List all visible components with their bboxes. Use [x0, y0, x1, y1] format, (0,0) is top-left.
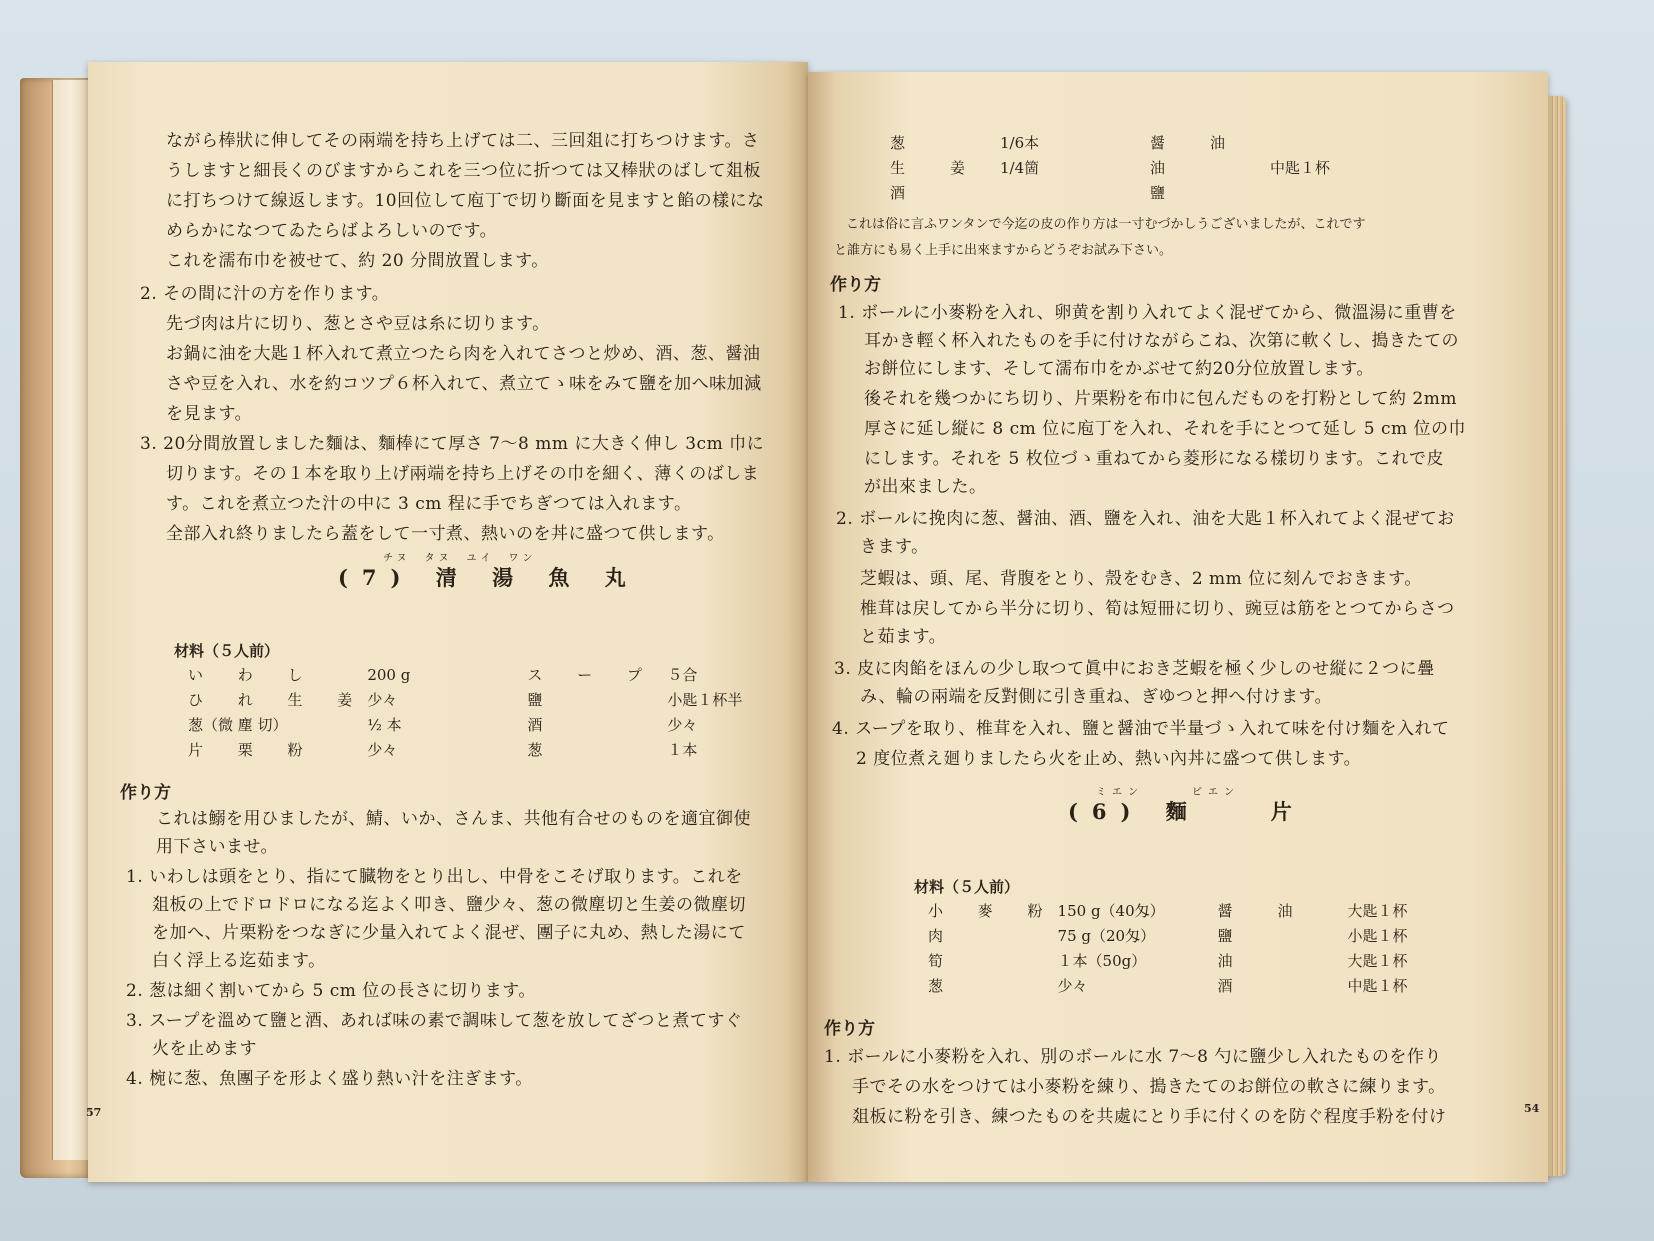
text-line: 2. その間に汁の方を作ります。 [140, 284, 390, 304]
material-qty: 少々 [367, 691, 398, 709]
text-line: 椎茸は戻してから半分に切り、筍は短冊に切り、豌豆は筋をとつてからさつ [860, 599, 1455, 619]
text-line: 爼板の上でドロドロになる迄よく叩き、鹽少々、葱の微塵切と生姜の微塵切 [152, 895, 746, 915]
material-name: 醤 油 [1217, 902, 1293, 920]
intro-line: と誰方にも易く上手に出來ますからどうぞお試み下さい。 [834, 243, 1173, 258]
text-line: 4. スープを取り、椎茸を入れ、鹽と醤油で半量づゝ入れて味を付け麵を入れて [832, 719, 1450, 739]
text-line: 火を止めます [152, 1039, 257, 1059]
material-name: 鹽 [1150, 184, 1166, 202]
text-line: を加へ、片栗粉をつなぎに少量入れてよく混ぜ、團子に丸め、熱した湯にて [152, 923, 746, 943]
right-page [808, 72, 1548, 1182]
text-line: これを濡布巾を被せて、約 20 分間放置します。 [166, 251, 549, 271]
method-label: 作り方 [120, 783, 171, 803]
table-row [188, 687, 742, 712]
method-label: 作り方 [830, 275, 881, 295]
text-line: 全部入れ終りましたら蓋をして一寸煮、熱いのを丼に盛つて供します。 [166, 524, 725, 544]
material-qty: 中匙１杯 [1347, 977, 1408, 995]
text-line: 1. ボールに小麥粉を入れ、別のボールに水 7～8 勺に鹽少し入れたものを作り [824, 1047, 1442, 1067]
material-qty: ½ 本 [367, 716, 402, 734]
text-line: が出來ました。 [864, 477, 987, 497]
material-name: 葱 [890, 134, 906, 152]
material-name: 片 栗 粉 [188, 741, 318, 759]
material-qty: 75 g（20匁） [1057, 927, 1156, 945]
table-row [928, 948, 1408, 973]
material-qty: 少々 [667, 716, 698, 734]
table-row [928, 898, 1408, 923]
material-name: 酒 [1217, 977, 1233, 995]
book-spine-strip [52, 80, 89, 1160]
material-qty: １本（50g） [1057, 952, 1147, 970]
material-name: 油 [1217, 952, 1233, 970]
text-line: お鍋に油を大匙１杯入れて煮立つたら肉を入れてさつと炒め、酒、葱、醤油 [166, 344, 761, 364]
material-name: 酒 [527, 716, 543, 734]
text-line: さや豆を入れ、水を約コツプ６杯入れて、煮立てゝ味をみて鹽を加へ味加減 [166, 374, 762, 394]
material-name: 葱 [527, 741, 543, 759]
material-qty: 150 g（40匁） [1057, 902, 1165, 920]
text-line: 2. 葱は細く割いてから 5 cm 位の長さに切ります。 [126, 981, 536, 1001]
material-qty: 少々 [367, 741, 398, 759]
material-qty: 小匙１杯 [1347, 927, 1408, 945]
material-name: 肉 [928, 927, 944, 945]
material-qty [1000, 180, 1150, 205]
materials-table [188, 662, 742, 762]
table-row [928, 973, 1408, 998]
text-line: に打ちつけて線返します。10回位して庖丁で切り斷面を見ますと餡の樣にな [166, 191, 765, 211]
text-line: 2. ボールに挽肉に葱、醤油、酒、鹽を入れ、油を大匙１杯入れてよく混ぜてお [836, 509, 1455, 529]
text-line: 後それを幾つかにち切り、片栗粉を布巾に包んだものを打粉として約 2mm [864, 389, 1457, 409]
material-name: 葱 [928, 977, 944, 995]
table-row [188, 662, 742, 687]
text-line: 1. ボールに小麥粉を入れ、卵黄を割り入れてよく混ぜてから、微溫湯に重曹を [838, 303, 1457, 323]
text-line: 1. いわしは頭をとり、指にて臓物をとり出し、中骨をこそげ取ります。これを [126, 867, 743, 887]
text-line: す。これを煮立つた汁の中に 3 cm 程に手でちぎつては入れます。 [166, 494, 692, 514]
material-qty: 200 g [367, 665, 411, 684]
text-line: 用下さいませ。 [156, 837, 278, 857]
material-qty: 大匙１杯 [1347, 952, 1408, 970]
material-qty: 大匙１杯 [1347, 902, 1408, 920]
text-line: きます。 [860, 537, 929, 557]
top-materials-table [890, 130, 1330, 205]
table-row [188, 737, 742, 762]
material-name: 鹽 [527, 691, 543, 709]
materials-label: 材料（５人前） [914, 878, 1020, 896]
recipe-reading: ミエン ピエン [1096, 787, 1240, 798]
material-qty: 1/4箇 [1000, 159, 1040, 177]
material-qty: 1/6本 [1000, 134, 1040, 152]
material-name: 葱（微 塵 切） [188, 716, 288, 734]
text-line: めらかになつてゐたらばよろしいのです。 [166, 221, 498, 241]
text-line: 切ります。その１本を取り上げ兩端を持ち上げその巾を細く、薄くのばしま [166, 464, 760, 484]
material-qty: 少々 [1057, 977, 1088, 995]
text-line: を見ます。 [166, 404, 253, 424]
text-line: 2 度位煮え廻りましたら火を止め、熱い內丼に盛つて供します。 [856, 749, 1362, 769]
recipe-title: (6) 麵 片 [1068, 799, 1306, 824]
text-line: 3. 20分間放置しました麵は、麵棒にて厚さ 7～8 mm に大きく伸し 3cm 巾に [140, 434, 765, 454]
intro-line: これは俗に言ふワンタンで今迄の皮の作り方は一寸むづかしうございましたが、これです [846, 217, 1366, 232]
text-line: 白く浮上る迄茹ます。 [152, 951, 326, 971]
recipe-reading: チヌ タヌ ユイ ワン [383, 553, 537, 564]
text-line: うしますと細長くのびますからこれを三つ位に折つては又棒狀のばして爼板 [166, 161, 761, 181]
text-line: 芝蝦は、頭、尾、背腹をとり、殼をむき、2 mm 位に刻んでおきます。 [860, 569, 1422, 589]
materials-table [928, 898, 1408, 998]
text-line: にします。それを 5 枚位づゝ重ねてから菱形になる樣切ります。これで皮 [864, 449, 1444, 469]
text-line: 3. 皮に肉餡をほんの少し取つて眞中におき芝蝦を極く少しのせ縦に２つに疊 [834, 659, 1435, 679]
text-line: 手でその水をつけては小麥粉を練り、搗きたてのお餅位の軟さに練ります。 [852, 1077, 1446, 1097]
page-number: 57 [86, 1106, 102, 1119]
material-name: 酒 [890, 184, 906, 202]
left-page [88, 62, 808, 1182]
material-qty [1270, 130, 1330, 155]
material-qty: 小匙１杯半 [667, 691, 743, 709]
page-number: 54 [1524, 1102, 1540, 1115]
text-line: 3. スープを溫めて鹽と酒、あれば味の素で調味して葱を放してざつと煮てすぐ [126, 1011, 743, 1031]
material-name: 鹽 [1217, 927, 1233, 945]
table-row [928, 923, 1408, 948]
text-line: み、輪の兩端を反對側に引き重ね、ぎゆつと押へ付けます。 [860, 687, 1333, 707]
table-row [890, 155, 1330, 180]
material-qty: １本 [667, 741, 698, 759]
material-name: い わ し [188, 666, 318, 684]
material-qty: 中匙１杯 [1270, 159, 1331, 177]
material-name: ス ー プ [527, 666, 657, 684]
material-qty: ５合 [667, 666, 698, 684]
table-row [890, 130, 1330, 155]
material-name: ひ れ 生 姜 [188, 691, 368, 709]
material-name: 醤 油 [1150, 134, 1226, 152]
text-line: 耳かき輕く杯入れたものを手に付けながらこね、次第に軟くし、搗きたての [864, 331, 1459, 351]
text-line: 爼板に粉を引き、練つたものを共處にとり手に付くのを防ぐ程度手粉を付け [852, 1107, 1447, 1127]
recipe-title: (7) 清 湯 魚 丸 [338, 565, 640, 590]
method-label: 作り方 [824, 1019, 875, 1039]
table-row [890, 180, 1330, 205]
text-line: ながら棒狀に伸してその兩端を持ち上げては二、三回爼に打ちつけます。さ [166, 131, 760, 151]
material-name: 筍 [928, 952, 944, 970]
text-line: 厚さに延し縦に 8 cm 位に庖丁を入れ、それを手にとつて延し 5 cm 位の巾 [864, 419, 1467, 439]
text-line: と茹ます。 [860, 627, 947, 647]
material-name: 油 [1150, 159, 1166, 177]
material-name: 小 麥 粉 [928, 902, 1058, 920]
table-row [188, 712, 742, 737]
text-line: これは鰯を用ひましたが、鯖、いか、さんま、共他有合せのものを適宜御使 [156, 809, 751, 829]
material-qty [1270, 180, 1330, 205]
material-name: 生 姜 [890, 159, 966, 177]
text-line: お餅位にします、そして濡布巾をかぶせて約20分位放置します。 [864, 359, 1374, 379]
text-line: 4. 椀に葱、魚團子を形よく盛り熱い汁を注ぎます。 [126, 1069, 533, 1089]
materials-label: 材料（５人前） [174, 642, 280, 660]
text-line: 先づ肉は片に切り、葱とさや豆は糸に切ります。 [166, 314, 550, 334]
